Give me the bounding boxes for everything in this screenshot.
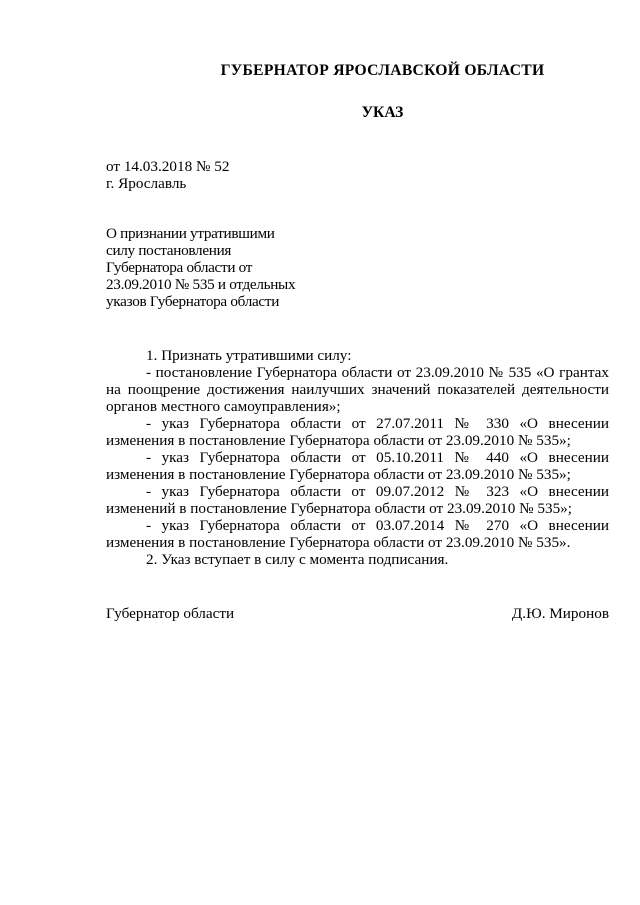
document-body bbox=[106, 347, 609, 568]
signature-block bbox=[106, 605, 609, 622]
repealed-act-item: - указ Губернатора области от 27.07.2011 № 330 «О внесении изменения в постановление Губернатора области от 23.09.2010 № 535»; bbox=[106, 415, 609, 449]
subject-line: О признании утратившими bbox=[106, 225, 275, 242]
document-subject bbox=[106, 225, 366, 310]
repealed-act-item: - указ Губернатора области от 09.07.2012 № 323 «О внесении изменений в постановление Губернатора области от 23.09.2010 № 535»; bbox=[106, 483, 609, 517]
subject-line: Губернатора области от bbox=[106, 259, 253, 276]
document-date-number: от 14.03.2018 № 52 bbox=[106, 158, 230, 175]
repealed-act-item: - указ Губернатора области от 03.07.2014 № 270 «О внесении изменения в постановление Губернатора области от 23.09.2010 № 535». bbox=[106, 517, 609, 551]
subject-line: указов Губернатора области bbox=[106, 293, 280, 310]
item-2-effective: 2. Указ вступает в силу с момента подписания. bbox=[146, 551, 449, 568]
repealed-act-item: - постановление Губернатора области от 23.09.2010 № 535 «О грантах на поощрение достижения наилучших значений показателей деятельности органов местного самоуправления»; bbox=[106, 364, 609, 415]
signatory-position: Губернатор области bbox=[106, 605, 235, 622]
subject-line: 23.09.2010 № 535 и отдельных bbox=[106, 276, 296, 293]
signatory-name: Д.Ю. Миронов bbox=[511, 605, 609, 622]
repealed-act-item: - указ Губернатора области от 05.10.2011 № 440 «О внесении изменения в постановление Губернатора области от 23.09.2010 № 535»; bbox=[106, 449, 609, 483]
document-header-title: ГУБЕРНАТОР ЯРОСЛАВСКОЙ ОБЛАСТИ bbox=[220, 62, 545, 79]
subject-line: силу постановления bbox=[106, 242, 232, 259]
document-type-title: УКАЗ bbox=[361, 104, 404, 121]
item-1-intro: 1. Признать утратившими силу: bbox=[146, 347, 352, 364]
document-meta bbox=[106, 158, 229, 192]
document-city: г. Ярославль bbox=[106, 175, 187, 192]
